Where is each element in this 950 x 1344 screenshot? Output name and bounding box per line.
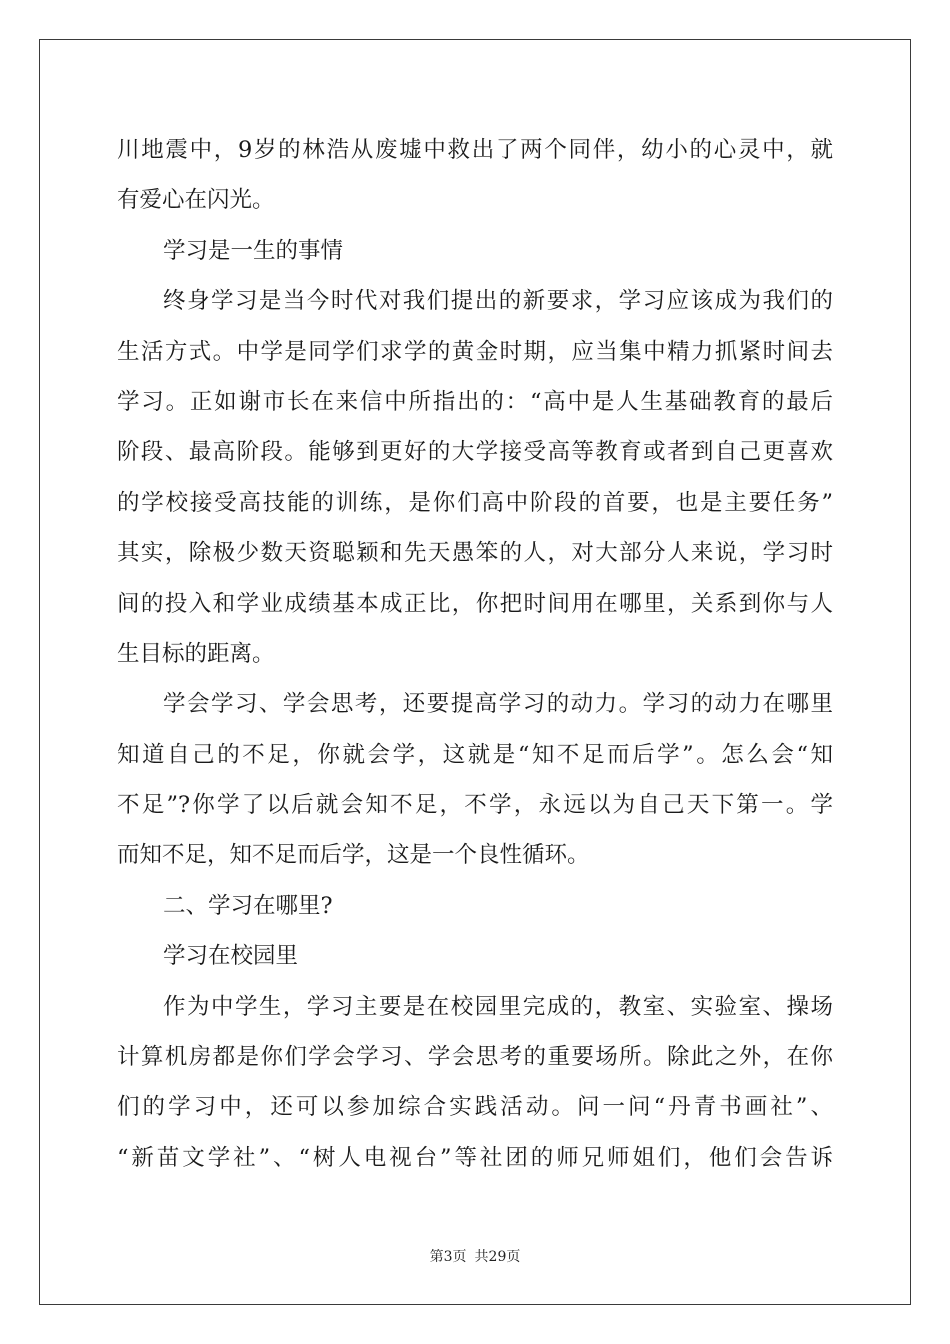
text-line: 川地震中，9岁的林浩从废墟中救出了两个同伴，幼小的心灵中，就: [117, 137, 833, 163]
text-line: 间的投入和学业成绩基本成正比，你把时间用在哪里，关系到你与人: [117, 590, 833, 617]
text-line: 学习在校园里: [163, 943, 299, 970]
page-number: 第3页: [429, 1249, 467, 1265]
text-line: 生活方式。中学是同学们求学的黄金时期，应当集中精力抓紧时间去: [117, 338, 833, 365]
page-footer: [0, 1246, 950, 1266]
page-total: 共29页: [474, 1249, 521, 1265]
document-body: [117, 125, 833, 1183]
text-line: 而知不足，知不足而后学，这是一个良性循环。: [117, 842, 590, 869]
text-line: 终身学习是当今时代对我们提出的新要求，学习应该成为我们的: [163, 288, 833, 315]
text-line: 二、学习在哪里?: [163, 892, 333, 919]
text-line: 们的学习中，还可以参加综合实践活动。问一问“丹青书画社”、: [117, 1094, 833, 1121]
text-line: 的学校接受高技能的训练，是你们高中阶段的首要，也是主要任务”: [117, 489, 833, 516]
text-line: 计算机房都是你们学会学习、学会思考的重要场所。除此之外，在你: [117, 1044, 833, 1071]
text-line: “新苗文学社”、“树人电视台”等社团的师兄师姐们，他们会告诉: [117, 1144, 833, 1171]
text-line: 有爱心在闪光。: [117, 187, 275, 214]
text-line: 不足”?你学了以后就会知不足，不学，永远以为自己天下第一。学: [117, 792, 833, 819]
text-line: 作为中学生，学习主要是在校园里完成的，教室、实验室、操场: [163, 993, 833, 1020]
text-line: 学习。正如谢市长在来信中所指出的：“高中是人生基础教育的最后: [117, 388, 833, 415]
text-line: 学会学习、学会思考，还要提高学习的动力。学习的动力在哪里: [163, 691, 833, 718]
text-line: 生目标的距离。: [117, 640, 275, 667]
text-line: 学习是一生的事情: [163, 237, 344, 264]
text-line: 阶段、最高阶段。能够到更好的大学接受高等教育或者到自己更喜欢: [117, 439, 833, 466]
text-line: 其实，除极少数天资聪颖和先天愚笨的人，对大部分人来说，学习时: [117, 540, 833, 567]
text-line: 知道自己的不足，你就会学，这就是“知不足而后学”。怎么会“知: [117, 741, 833, 768]
